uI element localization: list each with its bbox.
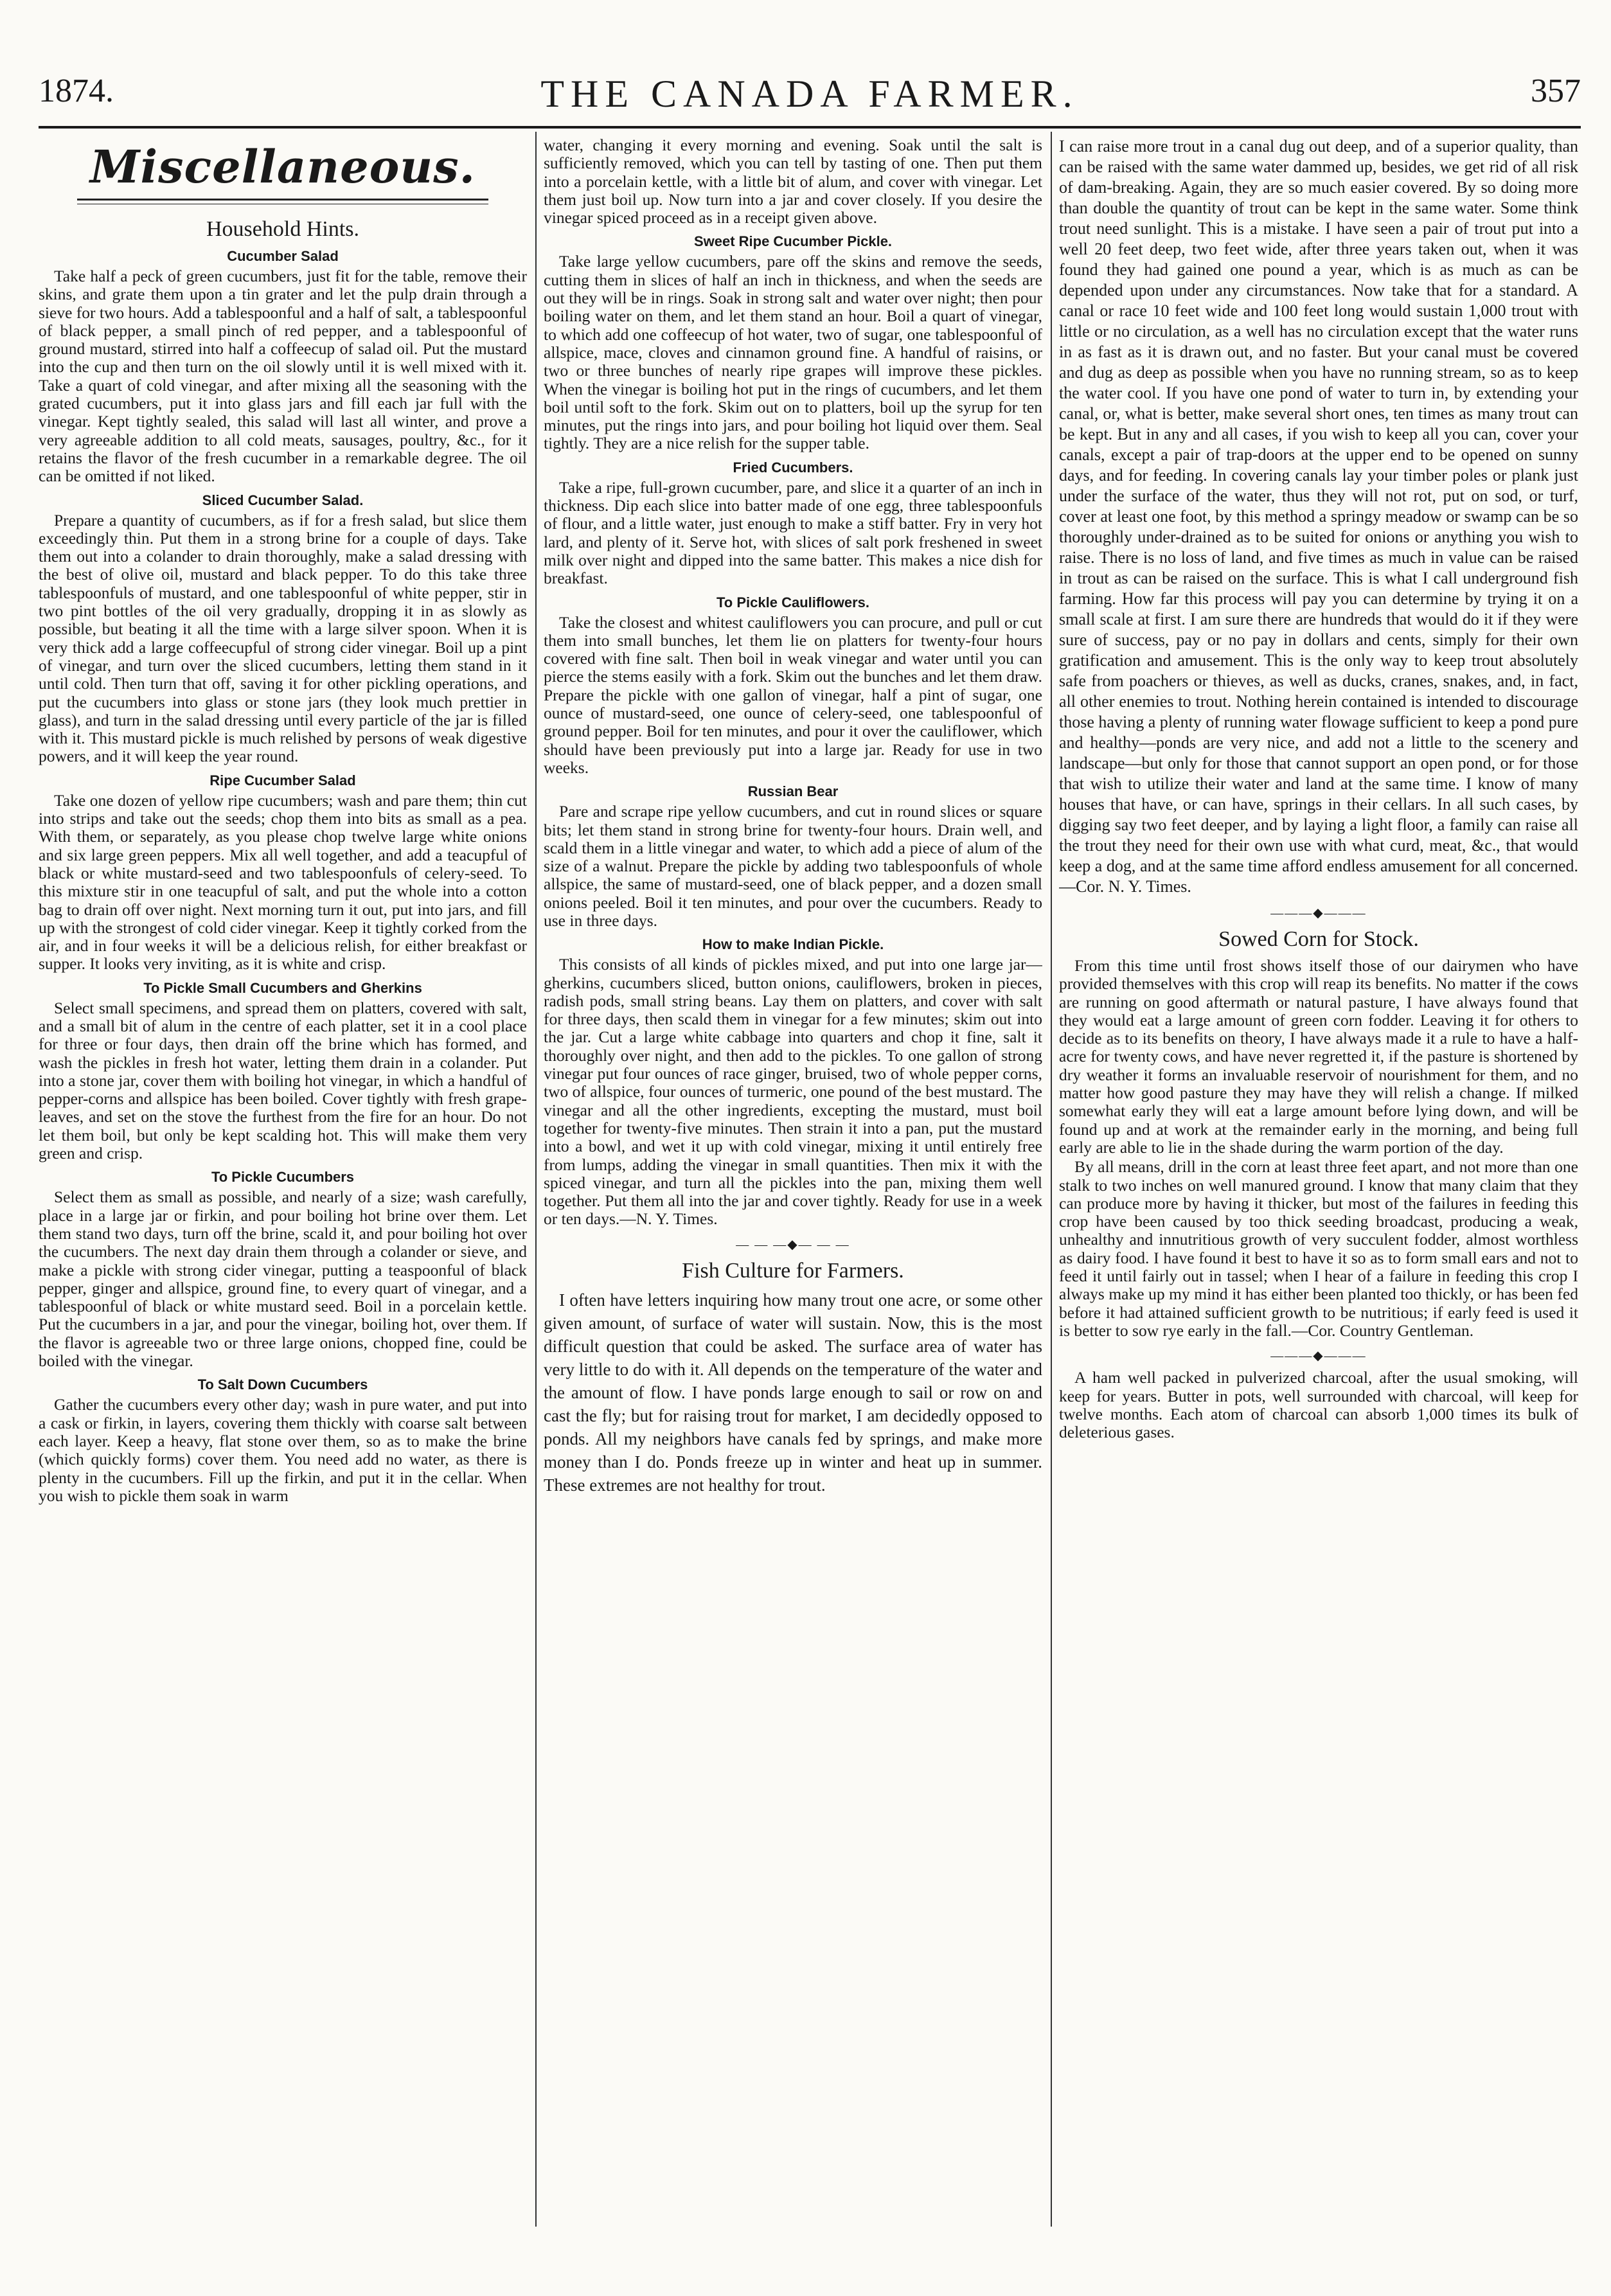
article-paragraph: Prepare a quantity of cucumbers, as if for a fresh salad, but slice them exceedingly thin. Put them in a strong brine for a couple of days. Take them out into a colander to drain thoroughly, make a salad dressing with the best of olive oil, mustard and black pepper. To do this take three tablespoonfuls of mustard, and one tablespoonful of white pepper, stir in two pint bottles of the oil very gradually, dropping it in as slowly as possible, but beating it all the time with a large silver spoon. When it is very thick add a large coffeecupful of strong cider vinegar. Boil up a pint of vinegar, and turn over the sliced cucumbers, letting them stand in it until cold. Then turn that off, saving it for other pickling operations, and put the cucumbers into glass or stone jars (they look much prettier in glass), and turn in the salad dressing until every particle of the jar is filled with it. This mustard pickle is much relished by persons of weak digestive powers, and it will keep the year round. xyxy=(39,510,527,766)
column-heading: Household Hints. xyxy=(206,217,359,241)
article-title: Russian Bear xyxy=(747,783,839,800)
column-2 xyxy=(544,136,1042,2212)
article-paragraph: Gather the cucumbers every other day; wash in pure water, and put into a cask or firkin, in layers, covering them thickly with coarse salt between each layer. Keep a heavy, flat stone over them, so as to make the brine (which quickly forms) cover them. You need add no water, as there is plenty in the cucumbers. Fill up the firkin, and put it in the cellar. When you wish to pickle them soak in warm xyxy=(39,1395,527,1505)
newspaper-title: THE CANADA FARMER. xyxy=(540,73,1079,115)
section-title: Miscellaneous. xyxy=(90,140,476,193)
article-paragraph: I often have letters inquiring how many trout one acre, or some other given amount, of surface of water will sustain. Now, this is the most difficult question that could be asked. The surface area of water has very little to do with it. All depends on the temperature of the water and the amount of flow. I have ponds large enough to sail or row on and cast the fly; but for raising trout for market, I am decidedly opposed to ponds. All my neighbors have canals fed by springs, and make more money than I do. Ponds freeze up in winter and heat up in summer. These extremes are not healthy for trout. xyxy=(544,1290,1042,1495)
article-paragraph: By all means, drill in the corn at least three feet apart, and not more than one stalk to two inches on well manured ground. I know that many claim that they can produce more by having it thicker, but most of the failures in feeding this crop have been caused by too thick seeding broadcast, producing a weak, unhealthy and innutritious growth of very succulent fodder, almost worthless as dairy food. I have found it best to have it so as to form small ears and not to feed it until fairly out in tassel; when I hear of a failure in feeding this crop I always make up my mind it has either been planted too thickly, or has been fed before it had attained sufficient growth to be nutritious; if early feed is used it is better to sow rye early in the fall.—Cor. Country Gentleman. xyxy=(1059,1157,1578,1340)
column-3 xyxy=(1059,136,1578,2212)
article-paragraph: A ham well packed in pulverized charcoal, after the usual smoking, will keep for years. Butter in pots, well surrounded with charcoal, will keep for twelve months. Each atom of charcoal can absorb 1,000 times its bulk of deleterious gases. xyxy=(1059,1368,1578,1442)
column-divider xyxy=(535,132,537,2227)
article-title: To Pickle Small Cucumbers and Gherkins xyxy=(143,979,422,996)
article-paragraph: Select small specimens, and spread them on platters, covered with salt, and a small bit of alum in the centre of each platter, set it in a cool place for three or four days, then drain off the brine which has formed, and wash the pickles in fresh hot water, letting them drain in a colander. Put into a stone jar, cover them with boiling hot vinegar, in which a handful of pepper-corns and allspice has been boiled. Cover tightly with fresh grape-leaves, and set on the stove the furthest from the fire for an hour. Do not let them boil, but only be kept scalding hot. This will make them very green and crisp. xyxy=(39,998,527,1163)
article-paragraph: Pare and scrape ripe yellow cucumbers, and cut in round slices or square bits; let them stand in strong brine for twenty-four hours. Drain well, and scald them in a little vinegar and water, to which add a piece of alum of the size of a walnut. Prepare the pickle by adding two tablespoonfuls of whole allspice, the same of mustard-seed, one of black pepper, and a dozen small onions peeled. Boil it ten minutes, and pour over the cucumbers. Ready to use in three days. xyxy=(544,802,1042,930)
article-title: To Salt Down Cucumbers xyxy=(197,1376,368,1393)
article-title: Sliced Cucumber Salad. xyxy=(202,492,364,508)
article-paragraph: Take the closest and whitest cauliflowers you can procure, and pull or cut them into small bunches, let them lie on platters for twenty-four hours covered with fine salt. Then boil in weak vinegar and water until you can pierce the stems easily with a fork. Skim out the bunches and let them draw. Prepare the pickle with one gallon of vinegar, half a pint of sugar, one ounce of mustard-seed, one ounce of celery-seed, one tablespoonful of ground pepper. Boil for ten minutes, and pour it over the cauliflower, which should have been previously put into a large jar. Ready for use in two weeks. xyxy=(544,612,1042,777)
article-paragraph: Select them as small as possible, and nearly of a size; wash carefully, place in a large jar or firkin, and pour boiling hot brine over them. Let them stand two days, turn off the brine, scald it, and pour boiling hot over the cucumbers. The next day drain them through a colander or sieve, and make a pickle with strong cider vinegar, putting a teaspoonful of black pepper, ginger and allspice, ground fine, to every quart of vinegar, and a tablespoonful of black or white mustard seed. Boil in a porcelain kettle. Put the cucumbers in a jar, and pour the vinegar, boiling hot, over them. If the flavor is agreeable two or three large onions, chopped fine, could be boiled with the vinegar. xyxy=(39,1188,527,1371)
column-1 xyxy=(39,136,527,2212)
continued-paragraph: I can raise more trout in a canal dug out deep, and of a superior quality, than can be raised with the same water dammed up, besides, we get rid of all risk of dam-breaking. Again, they are so much easier covered. By so doing more than double the quantity of trout can be kept in the same water. Some think trout need sunlight. This is a mistake. I have seen a pair of trout put into a well 20 feet deep, two feet wide, after three years taken out, when it was found they had gained one pound a year, which is as much as can be depended upon under any circumstances. Now take that for a standard. A canal or race 10 feet wide and 100 feet long would sustain 1,000 trout with little or no circulation, as a well has no circulation except that the water runs in as fast as it is drawn out, and no faster. But your canal must be covered and dug as deep as possible when you have no running stream, so as to keep the water cool. If you have one pond of water to turn in, by extending your canal, or, what is better, make several short ones, ten times as many trout can be kept. But in any and all cases, if you wish to keep all you can, cover your canals, except a pair of trap-doors at the upper end to be opened on sunny days, and for feeding. In covering canals lay your timber poles or plank just under the surface of the water, thus they will not rot, put on sod, or turf, cover at least one foot, by this method a springy meadow or swamp can be so thoroughly under-drained as to be suited for onions or anything you wish to raise. There is no loss of land, and five times as much in value can be raised in trout as can be raised on the surface. This is what I call underground fish farming. How far this process will pay you can determine by trying it on a small scale at first. I am sure there are hundreds that would do it if they were sure of success, pay or no pay in dollars and cents, simply for their own gratification and amusement. This is the only way to keep trout absolutely safe from poachers or thieves, as well as ducks, cranes, snakes, and, in fact, all other enemies to trout. Nothing herein contained is intended to discourage those having a plenty of running water flowage sufficient to keep a pond pure and healthy—ponds are very nice, and add not a little to the scenery and landscape—but only for those that cannot support an open pond, or for those that wish to utilize their water and land at the same time. I know of many houses that have, or can have, springs in their cellars. In all such cases, by digging say two feet deeper, and by laying a light floor, a family can raise all the trout they need for their own use with what curd, meat, &c., that would keep a dog, and at the same time afford endless amusement for all concerned.—Cor. N. Y. Times. xyxy=(1059,137,1578,896)
header-year: 1874. xyxy=(39,73,114,109)
article-paragraph: From this time until frost shows itself those of our dairymen who have provided themselves with this crop will reap its benefits. No matter if the cows are running on good aftermath or natural pasture, I have always found that they would eat a large amount of green corn fodder. Leaving it for others to decide as to its benefits on theory, I have always made it a rule to have a half-acre for twenty cows, and have never regretted it, if the pasture is shortened by dry weather it forms an invaluable reservoir of nourishment for them, and no matter how good pasture they may have they will relish a change. If milked somewhat early they will eat a large amount before lying down, and will be found up and at work at the remainder early in the morning, and being full early are able to lie in the shade during the warm portion of the day. xyxy=(1059,956,1578,1157)
article-paragraph: Take one dozen of yellow ripe cucumbers; wash and pare them; thin cut into strips and take out the seeds; chop them into bits as small as a pea. With them, or separately, as you please chop twelve large white onions and six large green peppers. Mix all well together, and add a teacupful of black or white mustard-seed and two tablespoonfuls of celery-seed. To this mixture stir in one teacupful of salt, and put the whole into a cotton bag to drain off over night. Next morning turn it out, put into jars, and fill up with the strongest of cold cider vinegar. Keep it tightly corked from the air, and in four weeks it will be a delicious relish, for either breakfast or supper. It looks very inviting, as it is white and crisp. xyxy=(39,790,527,974)
article-heading: Fish Culture for Farmers. xyxy=(682,1258,904,1283)
article-title: Ripe Cucumber Salad xyxy=(209,772,356,788)
article-title: Cucumber Salad xyxy=(227,248,339,264)
article-title: To Pickle Cauliflowers. xyxy=(716,594,869,610)
article-title: How to make Indian Pickle. xyxy=(702,936,884,953)
ornament-divider: — — —◆— — — xyxy=(736,1237,850,1252)
page-header xyxy=(39,72,1581,123)
page-number: 357 xyxy=(1531,73,1581,109)
ornament-divider: ———◆——— xyxy=(1270,906,1367,920)
article-heading: Sowed Corn for Stock. xyxy=(1218,927,1419,951)
double-rule xyxy=(77,199,488,204)
article-paragraph: Take a ripe, full-grown cucumber, pare, and slice it a quarter of an inch in thickness. Dip each slice into batter made of one egg, three tablespoonfuls of flour, and a little water, just enough to make a stiff batter. Fry in very hot lard, and plenty of it. Serve hot, with slices of salt pork freshened in sweet milk over night and dipped into the same batter. This makes a nice dish for breakfast. xyxy=(544,477,1042,588)
article-title: Sweet Ripe Cucumber Pickle. xyxy=(693,233,893,250)
article-paragraph: This consists of all kinds of pickles mixed, and put into one large jar—gherkins, cucumbers sliced, button onions, cauliflowers, broken in pieces, radish pods, small string beans. Lay them on platters, and cover with salt for three days, then scald them in vinegar for a few minutes; skim out into the jar. Cut a large white cabbage into quarters and chop it fine, salt it thoroughly over night, and then add to the pickles. To one gallon of strong vinegar put four ounces of race ginger, bruised, two of whole pepper corns, two of allspice, four ounces of turmeric, one pound of the best mustard. The vinegar and all the other ingredients, excepting the mustard, must boil together for twenty-five minutes. Then strain it into a pan, put the mustard into a bowl, and wet it up with cold vinegar, mixing it until entirely free from lumps, adding the vinegar in small quantities. Then mix it with the spiced vinegar, and turn all the pickles into the pan, mixing them well together. Put them all into the jar and cover tightly. Ready for use in a week or ten days.—N. Y. Times. xyxy=(544,955,1042,1229)
header-rule xyxy=(39,126,1581,129)
article-paragraph: Take half a peck of green cucumbers, just fit for the table, remove their skins, and grate them upon a tin grater and let the pulp drain through a sieve for two hours. Add a tablespoonful and a half of salt, a tablespoonful of black pepper, a small pinch of red pepper, and a tablespoonful of ground mustard, stirred into half a coffeecup of salad oil. Put the mustard into the cup and then turn on the oil slowly until it is well mixed with it. Take a quart of cold vinegar, and after mixing all the seasoning with the grated cucumbers, put it into glass jars and fill each jar full with the vinegar. Kept tightly sealed, this salad will last all winter, and prove a very agreeable addition to all cold meats, sausages, poultry, &c., for it retains the flavor of the fresh cucumber in a remarkable degree. The oil can be omitted if not liked. xyxy=(39,267,527,486)
article-title: To Pickle Cucumbers xyxy=(211,1169,355,1186)
article-title: Fried Cucumbers. xyxy=(733,459,853,476)
article-paragraph: Take large yellow cucumbers, pare off the skins and remove the seeds, cutting them in slices of half an inch in thickness, and when the seeds are out they will be in rings. Soak in strong salt and water over night; then pour boiling water on them, and let them stand an hour. Boil a quart of vinegar, to which add one coffeecup of hot water, two of sugar, one tablespoonful of allspice, mace, cloves and cinnamon ground fine. A handful of raisins, or two or three bunches of nearly ripe grapes will improve these pickles. When the vinegar is boiling hot put in the rings of cucumbers, and let them boil until soft to the fork. Skim out on to platters, boil up the syrup for ten minutes, put the rings into jars, and pour boiling hot liquid over them. Seal tightly. They are a nice relish for the supper table. xyxy=(544,252,1042,453)
ornament-divider: ———◆——— xyxy=(1270,1349,1367,1364)
column-divider xyxy=(1051,132,1052,2227)
continued-paragraph: water, changing it every morning and evening. Soak until the salt is sufficiently removed, which you can tell by tasting of one. Then put them into a porcelain kettle, with a little bit of alum, and cover with vinegar. Let them just boil up. Now turn into a jar and cover closely. If you desire the vinegar spiced proceed as in a receipt given above. xyxy=(544,136,1042,227)
